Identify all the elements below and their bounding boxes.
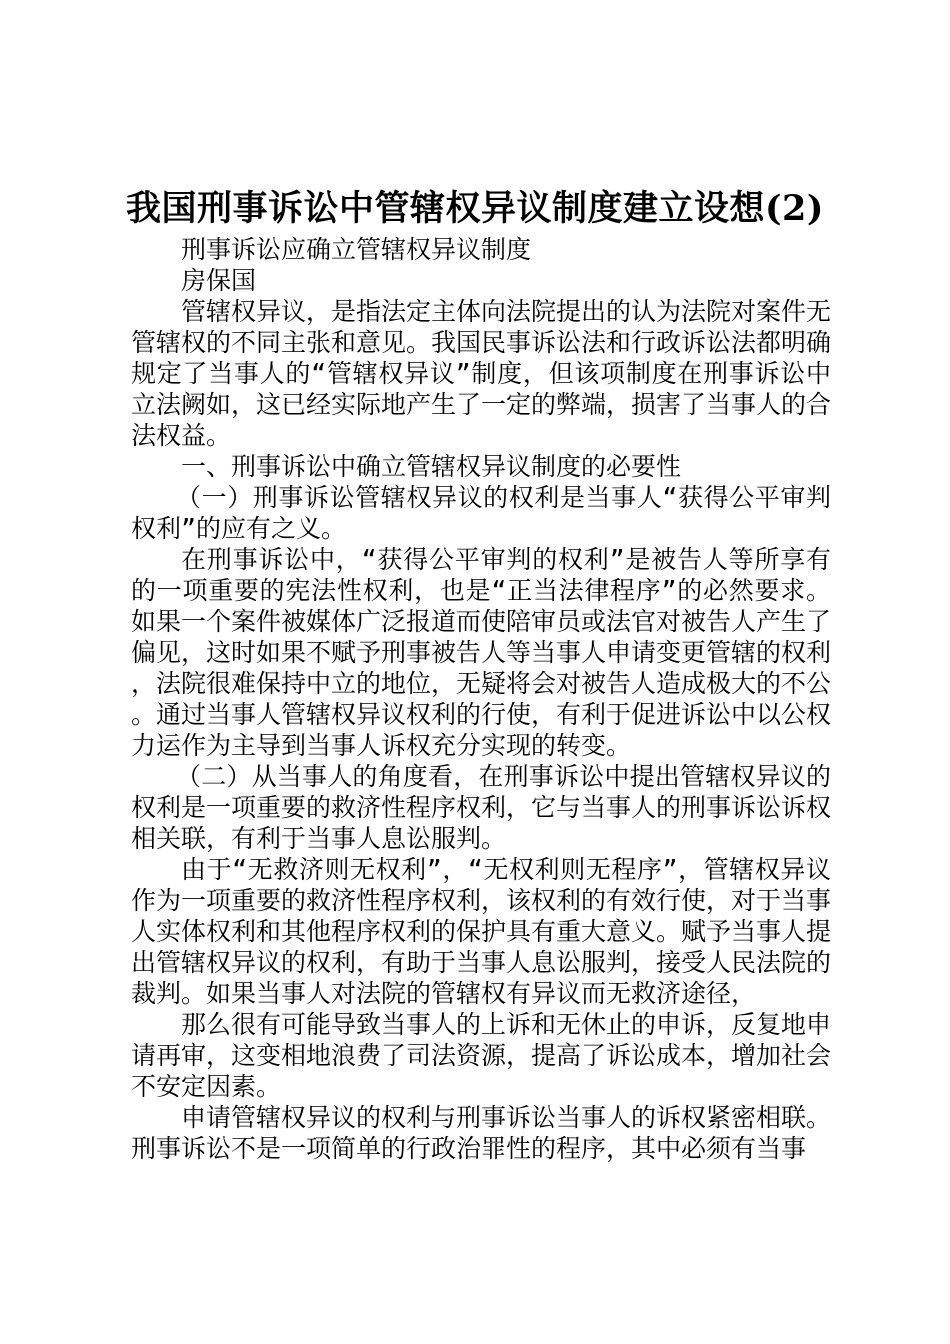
- paragraph: 在刑事诉讼中，“获得公平审判的权利”是被告人等所享有的一项重要的宪法性权利，也是“正当法律程序”的必然要求。如果一个案件被媒体广泛报道而使陪审员或法官对被告人产生了偏见，这时如果不赋予刑事被告人等当事人申请变更管辖的权利，法院很难保持中立的地位，无疑将会对被告人造成极大的不公。通过当事人管辖权异议权利的行使，有利于促进诉讼中以公权力运作为主导到当事人诉权充分实现的转变。: [131, 545, 832, 760]
- document-body: [131, 234, 831, 1164]
- subsection-heading: （二）从当事人的角度看，在刑事诉讼中提出管辖权异议的权利是一项重要的救济性程序权利，它与当事人的刑事诉讼诉权相关联，有利于当事人息讼服判。: [131, 762, 832, 853]
- author: 房保国: [181, 266, 257, 295]
- paragraph: 管辖权异议，是指法定主体向法院提出的认为法院对案件无管辖权的不同主张和意见。我国民事诉讼法和行政诉讼法都明确规定了当事人的“管辖权异议”制度，但该项制度在刑事诉讼中立法阙如，这已经实际地产生了一定的弊端，损害了当事人的合法权益。: [131, 297, 832, 450]
- subsection-heading: （一）刑事诉讼管辖权异议的权利是当事人“获得公平审判权利”的应有之义。: [131, 483, 831, 543]
- section-heading: 一、刑事诉讼中确立管辖权异议制度的必要性: [181, 452, 682, 481]
- paragraph: 那么很有可能导致当事人的上诉和无休止的申诉，反复地申请再审，这变相地浪费了司法资源，提高了诉讼成本，增加社会不安定因素。: [131, 1010, 832, 1101]
- subtitle: 刑事诉讼应确立管辖权异议制度: [181, 235, 532, 264]
- paragraph: 申请管辖权异议的权利与刑事诉讼当事人的诉权紧密相联。刑事诉讼不是一项简单的行政治罪性的程序，其中必须有当事: [131, 1103, 832, 1163]
- document-title: 我国刑事诉讼中管辖权异议制度建立设想(2): [126, 188, 824, 229]
- paragraph: 由于“无救济则无权利”，“无权利则无程序”，管辖权异议作为一项重要的救济性程序权利，该权利的有效行使，对于当事人实体权利和其他程序权利的保护具有重大意义。赋予当事人提出管辖权异议的权利，有助于当事人息讼服判，接受人民法院的裁判。如果当事人对法院的管辖权有异议而无救济途径，: [131, 855, 832, 1008]
